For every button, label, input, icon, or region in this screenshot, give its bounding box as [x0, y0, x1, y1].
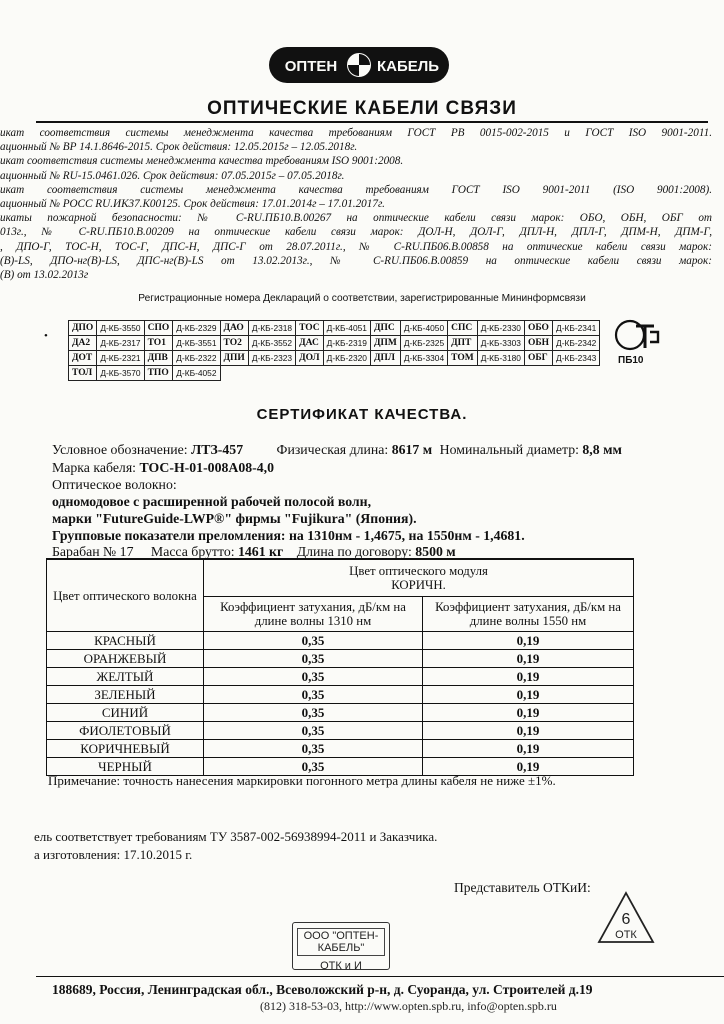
certificate-line: 013г., № С-RU.ПБ10.В.00209 на оптические кабели связи марок: ДОЛ-Н, ДОЛ-Г, ДПЛ-Н, ДПЛ-Г, ДПМ-Н, ДПМ-Г, [0, 226, 712, 239]
decl-code: ДПМ [370, 336, 400, 351]
gross-label: Масса брутто: [150, 544, 235, 559]
conformity-statement: ель соответствует требованиям ТУ 3587-002-56938994-2011 и Заказчика. [34, 829, 438, 844]
phys-length-value: 8617 м [391, 442, 433, 457]
decl-code: ДАС [296, 336, 324, 351]
contract-value: 8500 м [415, 544, 456, 559]
table-row [47, 704, 634, 722]
decl-number: Д-КБ-3570 [97, 366, 144, 381]
fiber-description-2: марки "FutureGuide-LWP®" фирмы "Fujikura" (Япония). [52, 511, 417, 526]
company-logo [268, 44, 450, 86]
decl-code: ОБО [524, 321, 552, 336]
fiber-color: КРАСНЫЙ [47, 632, 204, 650]
certificate-line: икат соответствия системы менеджмента качества требованиям ГОСТ РВ 0015-002-2015 и ГОСТ ISO 9001-2011. [0, 127, 712, 139]
decl-number: Д-КБ-4050 [400, 321, 447, 336]
attenuation-1310: 0,35 [204, 740, 423, 758]
header-rule [36, 121, 708, 123]
fiber-color: ФИОЛЕТОВЫЙ [47, 722, 204, 740]
decl-number: Д-КБ-2325 [400, 336, 447, 351]
fiber-color: ЖЕЛТЫЙ [47, 668, 204, 686]
cable-mark-label: Марка кабеля: [52, 460, 137, 475]
logo-text-right: КАБЕЛЬ [376, 58, 440, 75]
attenuation-1550: 0,19 [423, 704, 634, 722]
decl-number: Д-КБ-4052 [173, 366, 220, 381]
group-index-line: Групповые показатели преломления: на 1310нм - 1,4675, на 1550нм - 1,4681. [52, 528, 525, 543]
decl-number: Д-КБ-3552 [248, 336, 295, 351]
table-row [69, 366, 600, 381]
certificate-line: (В)-LS, ДПО-нг(В)-LS, ДПС-нг(В)-LS от 13.02.2013г., № С-RU.ПБ06.В.00859 на оптические кабели связи марок: [0, 254, 712, 267]
attenuation-1550-header: Коэффициент затухания, дБ/км на длине волны 1550 нм [423, 597, 634, 632]
fiber-color: КОРИЧНЕВЫЙ [47, 740, 204, 758]
table-row [69, 336, 600, 351]
attenuation-1550: 0,19 [423, 740, 634, 758]
fiber-color: ОРАНЖЕВЫЙ [47, 650, 204, 668]
decl-number: Д-КБ-2321 [97, 351, 144, 366]
decl-code: ДПЛ [370, 351, 400, 366]
fiber-color: СИНИЙ [47, 704, 204, 722]
decl-number: Д-КБ-2342 [553, 336, 600, 351]
attenuation-1310-header: Коэффициент затухания, дБ/км на длине волны 1310 нм [204, 597, 423, 632]
attenuation-1550: 0,19 [423, 722, 634, 740]
logo-text-left: ОПТЕН [284, 58, 338, 75]
optical-fiber-label: Оптическое волокно: [52, 477, 177, 492]
decl-number: Д-КБ-2323 [248, 351, 295, 366]
decl-number: Д-КБ-2318 [248, 321, 295, 336]
decl-code: ДА2 [69, 336, 97, 351]
attenuation-1310: 0,35 [204, 668, 423, 686]
decl-code: ДАО [220, 321, 248, 336]
stamp-company: ООО "ОПТЕН-КАБЕЛЬ" [297, 928, 385, 956]
decl-code: ТО2 [220, 336, 248, 351]
table-row [69, 321, 600, 336]
decl-number: Д-КБ-4051 [323, 321, 370, 336]
decl-number: Д-КБ-2330 [477, 321, 524, 336]
certificates-block [0, 126, 712, 282]
fire-safety-mark-icon [614, 318, 660, 352]
certificate-title: СЕРТИФИКАТ КАЧЕСТВА. [256, 406, 468, 423]
decl-code: ДПВ [144, 351, 173, 366]
decl-number: Д-КБ-2329 [173, 321, 220, 336]
marking-note: Примечание: точность нанесения маркировки погонного метра длины кабеля не ниже ±1%. [48, 773, 556, 788]
attenuation-1550: 0,19 [423, 686, 634, 704]
module-color-value: КОРИЧН. [391, 578, 446, 592]
footer-rule [36, 976, 724, 977]
module-color-caption: Цвет оптического модуля [349, 564, 488, 578]
decl-code: ОБН [524, 336, 552, 351]
decl-code: СПС [448, 321, 478, 336]
company-address: 188689, Россия, Ленинградская обл., Всеволожский р-н, д. Суоранда, ул. Строителей д.19 [52, 982, 593, 997]
decl-number: Д-КБ-2322 [173, 351, 220, 366]
decl-code: ТОС [296, 321, 324, 336]
table-row [47, 632, 634, 650]
cable-mark-value: ТОС-Н-01-008А08-4,0 [139, 460, 274, 475]
certificate-line: икат соответствия системы менеджмента качества требованиям ГОСТ ISO 9001-2011 (ISO 9001:2008). [0, 183, 712, 196]
decl-code: СПО [144, 321, 173, 336]
otk-stamp-number: 6 [621, 911, 631, 928]
fire-safety-mark-label: ПБ10 [618, 355, 644, 366]
attenuation-1550: 0,19 [423, 758, 634, 776]
attenuation-1310: 0,35 [204, 686, 423, 704]
representative-label: Представитель ОТКиИ: [454, 880, 591, 895]
decl-number: Д-КБ-2341 [553, 321, 600, 336]
document-header-title: ОПТИЧЕСКИЕ КАБЕЛИ СВЯЗИ [207, 98, 517, 119]
decl-number: Д-КБ-2317 [97, 336, 144, 351]
fiber-color: ЧЕРНЫЙ [47, 758, 204, 776]
decl-code: ДПС [370, 321, 400, 336]
attenuation-1310: 0,35 [204, 758, 423, 776]
attenuation-1550: 0,19 [423, 668, 634, 686]
contract-label: Длина по договору: [296, 544, 412, 559]
table-row [47, 686, 634, 704]
nominal-diameter-value: 8,8 мм [582, 442, 622, 457]
drum-label: Барабан № [52, 544, 117, 559]
otk-stamp-label: ОТК [615, 929, 637, 941]
certificate-line: ационный № РОСС RU.ИК37.К00125. Срок действия: 17.01.2014г – 17.01.2017г. [0, 198, 385, 211]
designation-line [52, 442, 622, 458]
nominal-diameter-label: Номинальный диаметр: [439, 442, 579, 457]
qc-stamp [292, 922, 390, 970]
certificate-line: икаты пожарной безопасности: № С-RU.ПБ10.В.00267 на оптические кабели связи марок: ОБО, ОБН, ОБГ от [0, 212, 712, 225]
certificate-line: ационный № RU-15.0461.026. Срок действия: 07.05.2015г – 07.05.2018г. [0, 169, 345, 182]
certificate-line: икат соответствия системы менеджмента качества требованиям ISO 9001:2008. [0, 155, 404, 168]
fiber-attenuation-table [46, 558, 634, 776]
decl-code: ДПИ [220, 351, 248, 366]
decl-code: ТПО [144, 366, 173, 381]
manufacture-date: а изготовления: 17.10.2015 г. [34, 847, 193, 862]
decl-number: Д-КБ-2320 [323, 351, 370, 366]
table-row [69, 351, 600, 366]
attenuation-1550: 0,19 [423, 632, 634, 650]
module-color-header [204, 559, 634, 597]
table-row [47, 740, 634, 758]
attenuation-1310: 0,35 [204, 722, 423, 740]
designation-label: Условное обозначение: [52, 442, 188, 457]
gross-value: 1461 кг [238, 544, 284, 559]
decl-number: Д-КБ-3550 [97, 321, 144, 336]
decl-code: ТОЛ [69, 366, 97, 381]
decl-code: ТО1 [144, 336, 173, 351]
decl-number: Д-КБ-3303 [477, 336, 524, 351]
certificate-line: (В) от 13.02.2013г [0, 269, 89, 282]
decl-code: ОБГ [524, 351, 552, 366]
designation-value: ЛТЗ-457 [191, 442, 244, 457]
decl-number: Д-КБ-3304 [400, 351, 447, 366]
phys-length-label: Физическая длина: [276, 442, 389, 457]
decl-number: Д-КБ-3180 [477, 351, 524, 366]
company-contacts: (812) 318-53-03, http://www.opten.spb.ru, info@opten.spb.ru [260, 999, 557, 1013]
attenuation-1310: 0,35 [204, 632, 423, 650]
certificate-line: ационный № ВР 14.1.8646-2015. Срок действия: 12.05.2015г – 12.05.2018г. [0, 141, 358, 154]
decl-code: ДПТ [448, 336, 478, 351]
fiber-color-header: Цвет оптического волокна [47, 559, 204, 632]
stamp-department: ОТК и И [320, 960, 362, 972]
registration-caption: Регистрационные номера Деклараций о соответствии, зарегистрированные Мининформсвязи [138, 293, 586, 304]
decl-number: Д-КБ-2319 [323, 336, 370, 351]
table-row [47, 650, 634, 668]
drum-value: 17 [119, 544, 134, 559]
decl-number: Д-КБ-2343 [553, 351, 600, 366]
decl-code: ТОМ [448, 351, 478, 366]
decl-number: Д-КБ-3551 [173, 336, 220, 351]
fiber-color: ЗЕЛЕНЫЙ [47, 686, 204, 704]
table-row [47, 722, 634, 740]
attenuation-1550: 0,19 [423, 650, 634, 668]
attenuation-1310: 0,35 [204, 704, 423, 722]
table-header-row [47, 559, 634, 597]
certificate-line: , ДПО-Г, ТОС-Н, ТОС-Г, ДПС-Н, ДПС-Г от 28.07.2011г., № С-RU.ПБ06.В.00858 на оптические кабели связи марок: [0, 240, 712, 253]
declarations-table [68, 320, 600, 381]
decl-code: ДОТ [69, 351, 97, 366]
margin-mark: • [44, 330, 48, 342]
attenuation-1310: 0,35 [204, 650, 423, 668]
fiber-description-1: одномодовое с расширенной рабочей полосой волн, [52, 494, 372, 509]
table-row [47, 668, 634, 686]
decl-code: ДОЛ [296, 351, 324, 366]
decl-code: ДПО [69, 321, 97, 336]
cable-mark-line [52, 460, 274, 476]
otk-triangle-stamp-icon [596, 890, 656, 946]
